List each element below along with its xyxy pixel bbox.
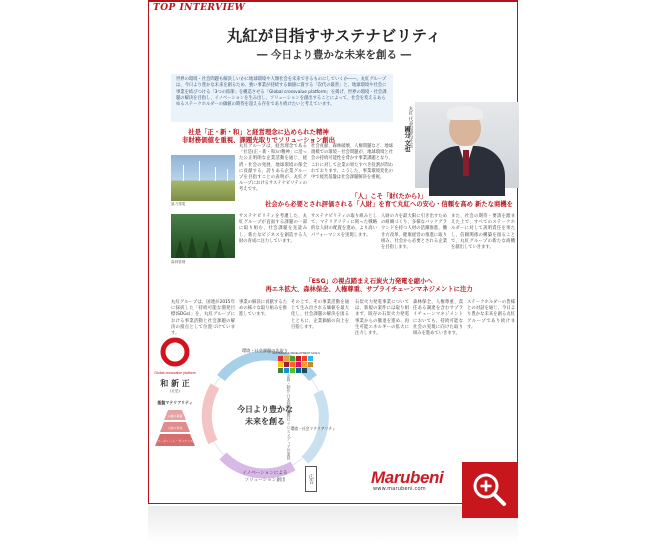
interviewee-photo bbox=[415, 102, 519, 188]
section3-col3: その上で、その事業活動を通じて生み出される価値を最大化し、社会課題の解決を図るとともに、企業価値の向上を目指します。 bbox=[291, 300, 349, 330]
section2-col1: サステナビリティを考慮した、丸紅グループが直面する課題の一部に取り組む、社会課題を先読みし、新たなビジネスを創造する人財の育成に注力しています。 bbox=[239, 214, 307, 244]
marubeni-url: www.marubeni.com bbox=[373, 486, 426, 492]
forest-photo bbox=[171, 214, 235, 258]
section3-col5: 森林保全、人権尊重、責任ある調達を含むサプライチェーンマネジメントにおいても、持続可能な社会の実現に向けた取り組みを進めていきます。 bbox=[413, 300, 463, 337]
section3-col2: 事業の解決に貢献するための様々な取り組みを推進しています。 bbox=[239, 300, 287, 318]
section3-col6: ステークホルダーの皆様との対話を通じ、今日より豊かな未来を創る丸紅グループであり続けます。 bbox=[467, 300, 515, 330]
zoom-in-icon bbox=[462, 462, 518, 518]
pyramid-level-3-label: コーポレート・ガバナンス bbox=[157, 439, 193, 443]
brand-jp-label: 和 新 正 bbox=[160, 378, 190, 388]
center-line-2: 未来を創る bbox=[245, 417, 285, 426]
section3-col4: 石炭火力発電事業については、新規の案件には取り組まず、既存の石炭火力発電事業からの撤退を進め、再生可能エネルギーの拡大に注力します。 bbox=[355, 300, 409, 337]
top-label: 環境・社会課題の先取り bbox=[241, 348, 289, 353]
right-label: 環境・社会マテリアリティ bbox=[290, 426, 336, 431]
section2-col3: 人財の力を最大限に引き出すための組織づくり、多様なバックグラウンドを持つ人材の活躍推進、働き方改革、健康経営の推進に取り組み、社会から必要とされる企業を目指します。 bbox=[381, 214, 447, 251]
ad-label: 広告 bbox=[305, 466, 317, 492]
section3-col1: 丸紅グループは、国連が2015年に採択した「持続可能な開発目標(SDGs)」を、丸紅グループにおける事業活動と社会課題の解決の接点として位置づけています。 bbox=[171, 300, 235, 337]
pyramid-level-2-label: 人財の育成 bbox=[167, 426, 183, 430]
wind-turbine-photo bbox=[171, 155, 235, 201]
brand-sub-label: (社是) bbox=[170, 389, 180, 393]
marubeni-logo: Marubeni bbox=[371, 468, 444, 487]
section2-heading: 「人」こそ「財(たから)」 社会から必要とされ評価される「人財」を育て丸紅への安心・信頼を高め 新たな商機を bbox=[265, 193, 513, 209]
section3-heading: 「ESG」の視点踏まえ石炭火力発電を縮小へ 再エネ拡大、森林保全、人権尊重、サプライチェーンマネジメントに注力 bbox=[265, 278, 473, 294]
page-title: 丸紅が目指すサステナビリティ bbox=[226, 27, 442, 45]
bottom-label-1: イノベーションによる bbox=[242, 471, 288, 476]
production-credit: 企画・制作 日本経済新聞社 クロスメディア営業局 bbox=[287, 374, 292, 461]
section1-heading: 社是「正・新・和」と経営理念に込められた精神 非財務価値を重視、課題先取りでソリューション創出 bbox=[182, 128, 335, 144]
section2-col4: また、社会の期待・要請を踏まえた上で、すべてのステークホルダーに対して説明責任を果たし、信頼関係の構築を図ることで、丸紅グループの新たな商機を創出していきます。 bbox=[451, 214, 515, 251]
page-subtitle: ― 今日より豊かな未来を創る ― bbox=[256, 49, 412, 61]
wind-caption: 風力発電 bbox=[171, 202, 186, 206]
bottom-label-2: ソリューション創出 bbox=[244, 478, 286, 483]
pyramid-level-1-label: 人権の尊重 bbox=[167, 414, 183, 418]
kicker-label: TOP INTERVIEW bbox=[153, 3, 246, 13]
brand-ring bbox=[163, 340, 187, 364]
center-line-1: 今日より豊かな bbox=[237, 405, 293, 414]
brand-en-label: Global crossvalue platform bbox=[154, 371, 196, 375]
interviewee-name: 國分 文也 bbox=[403, 126, 410, 153]
section1-col1: 丸紅グループは、経営理念である「社是(正・新・和)の精神」に沿った公正明朗な企業活動を通じ、経済・社会の発展、地球環境の保全に貢献する、誇りある企業グループを目指すことの表明が、丸紅グループにおけるサステナビリティの考えです。 bbox=[239, 144, 307, 193]
section1-col2: 社会貢献、森林破壊、人権問題など、地球規模での環境・社会問題が、地球環境と社会の持続可能性を脅かす事業課題となり、これに対して企業の果たすべき役割が問われております。こうした、事業環境変化の中で経営基盤は社会課題解決を重視。 bbox=[311, 144, 393, 181]
lead-paragraph: 世界の環境・社会問題も解決しいかに地球環境や人類社会を未来できるものにしていくか――。丸紅グループは、今日より豊かな未来を創るため、強い事業が持続する価値に資する「次代の最善」と、地球環境や社会に事業を結びつける「3つの結節」を構造させる「Global crossvalue platform」を掲げ、世界の環境・社会課題の解決を目指し、イノベーションを生み出し、ソリューションを創出することによって、社会を変えるあらゆるステークホルダーの価値の期待を超える存在であり続けたいと考えています。 bbox=[171, 74, 393, 122]
section2-col2: サステナビリティの取り組みとして、マテリアリティに則った戦略的な人財の配置を進め、より高いパフォーマンスを実現します。 bbox=[311, 214, 377, 238]
interviewee-caption: 丸紅 代表取締役社長 bbox=[408, 106, 413, 148]
newspaper-page bbox=[148, 0, 518, 504]
sdg-title: SUSTAINABLE DEVELOPMENT GOALS bbox=[272, 352, 320, 355]
zoom-button[interactable] bbox=[462, 462, 518, 518]
pyramid-title: 基盤マテリアリティ bbox=[157, 400, 193, 405]
sustainability-diagram bbox=[153, 332, 348, 492]
forest-caption: 森林管理 bbox=[171, 260, 186, 264]
